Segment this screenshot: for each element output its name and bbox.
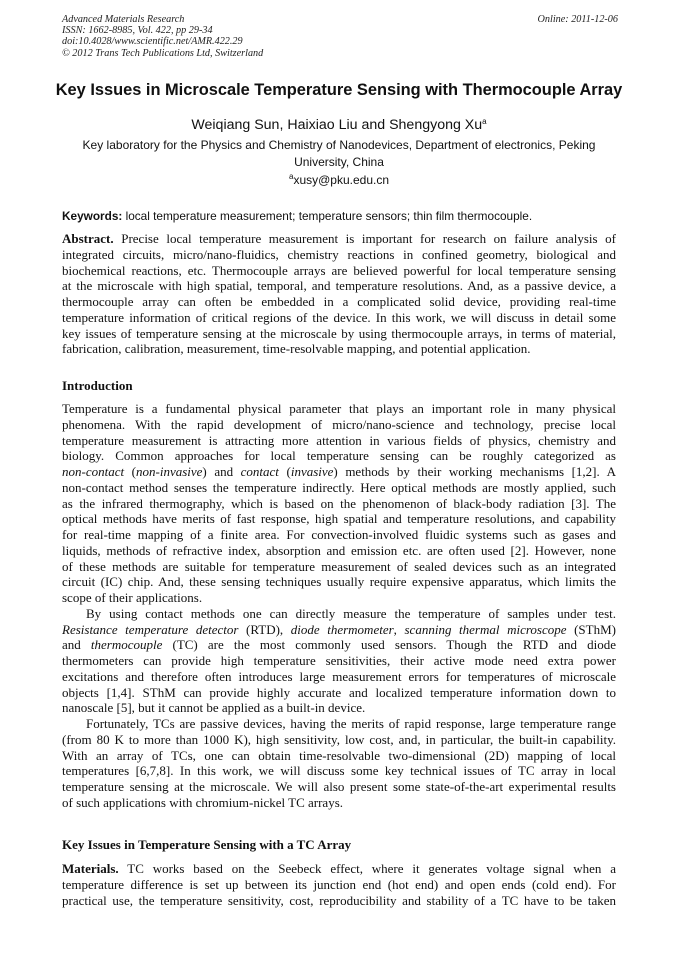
intro-text: ( xyxy=(124,464,136,479)
materials-paragraph xyxy=(62,861,616,908)
intro-text: (TC) are the most commonly used sensors. Though the RTD and diode xyxy=(162,637,616,653)
intro-italic-term: non-contact xyxy=(62,464,125,479)
intro-italic-term: scanning thermal microscope xyxy=(404,621,567,637)
intro-line: liquids, methods of refractive index, absorption and emission etc. are often used [2]. However, none xyxy=(62,542,616,558)
intro-italic-term: diode thermometer xyxy=(290,621,394,637)
materials-line: temperature difference is set up between its junction end (hot end) and open ends (cold end). For xyxy=(62,876,616,892)
intro-line: temperature sensing at the microscale. We will also present some state-of-the-art experimental results xyxy=(62,779,616,794)
intro-line: biology. Common approaches for local temperature sensing can be roughly categorized as xyxy=(62,448,616,464)
author-superscript: a xyxy=(482,117,487,126)
journal-header xyxy=(62,14,618,59)
keywords xyxy=(62,208,618,224)
intro-text: ( xyxy=(278,464,291,479)
materials-line xyxy=(62,861,616,877)
intro-line: scope of their applications. xyxy=(62,590,203,605)
author-list xyxy=(30,116,648,134)
journal-doi: doi:10.4028/www.scientific.net/AMR.422.29 xyxy=(62,36,243,48)
abstract xyxy=(62,231,616,357)
intro-line: phenomena. With the rapid development of micro/nano-science and technology, precise local xyxy=(62,416,616,432)
intro-line: thermometers can provide high temperature sensitivities, their active mode need extra power xyxy=(62,653,616,668)
section-heading: Key Issues in Temperature Sensing with a TC Array xyxy=(62,837,352,852)
intro-text: (SThM) xyxy=(566,621,616,637)
intro-line: nanoscale [5], but it cannot be applied as a built-in device. xyxy=(62,700,366,716)
abstract-line: temperature information of critical regions of the device. In this work, we will discuss in detail some xyxy=(62,309,616,325)
intro-text: (RTD), xyxy=(238,621,291,637)
intro-italic-term: invasive xyxy=(290,464,334,479)
intro-text: ) methods by their working mechanisms [1,2]. A xyxy=(333,464,616,479)
intro-italic-term: Resistance temperature detector xyxy=(62,621,239,637)
journal-name: Advanced Materials Research xyxy=(62,14,185,25)
intro-italic-term: thermocouple xyxy=(90,637,163,653)
intro-line: as the infrared thermography, which is based on the phenomenon of black-body radiation [3]. The xyxy=(62,495,616,511)
intro-line: By using contact methods one can directly measure the temperature of samples under test. xyxy=(86,605,616,621)
intro-line: temperatures [6,7,8]. In this work, we will discuss some key technical issues of TC array in local xyxy=(62,763,616,779)
intro-line: circuit (IC) chip. And, these sensing techniques usually require expensive apparatus, which limits the xyxy=(62,574,616,590)
keywords-text: local temperature measurement; temperature sensors; thin film thermocouple. xyxy=(125,209,533,223)
materials-label: Materials. xyxy=(62,861,119,876)
intro-line: excitations and therefore often introduces large measurement errors for temperatures of microscale xyxy=(62,668,616,684)
abstract-line: at the microscale with high spatial, temporal, and temperature resolutions. And, as a passive device, a xyxy=(62,278,616,294)
journal-copyright: © 2012 Trans Tech Publications Ltd, Switzerland xyxy=(62,47,264,59)
author-names: Weiqiang Sun, Haixiao Liu and Shengyong Xu xyxy=(191,117,483,133)
intro-line: for real-time mapping of a finite area. For convection-involved fluidic systems such as gases and xyxy=(62,527,616,542)
materials-line-text: TC works based on the Seebeck effect, where it generates voltage signal when a xyxy=(127,861,616,876)
intro-line: (from 80 K to more than 1000 K), high sensitivity, low cost, and, in particular, the built-in capability. xyxy=(62,731,616,747)
materials-line: practical use, the temperature sensitivity, cost, reproducibility and stability of a TC have to be taken xyxy=(62,892,616,908)
author-email xyxy=(30,172,648,188)
intro-text: ) and xyxy=(202,464,241,479)
intro-line xyxy=(62,622,616,638)
abstract-line: integrated circuits, micro/nano-fluidics, chemistry reactions in confined geometry, biological and xyxy=(62,246,616,262)
abstract-line: key issues of temperature sensing at the microscale by using thermocouple arrays, in terms of material, xyxy=(62,325,616,341)
affiliation: Key laboratory for the Physics and Chemistry of Nanodevices, Department of electronics, Peking University, China xyxy=(82,138,596,169)
introduction-body xyxy=(62,401,616,811)
intro-text: , xyxy=(393,621,405,637)
intro-line: Fortunately, TCs are passive devices, having the merits of rapid response, large temperature range xyxy=(86,716,616,731)
intro-line: non-contact method senses the temperature indirectly. Here optical methods are mostly applied, such xyxy=(62,479,616,495)
email-address: xusy@pku.edu.cn xyxy=(293,173,390,187)
keywords-label: Keywords: xyxy=(62,209,123,223)
online-date: Online: 2011-12-06 xyxy=(537,14,618,25)
abstract-line: fabrication, calibration, measurement, time-resolvable mapping, and potential application. xyxy=(62,341,531,357)
paper-title: Key Issues in Microscale Temperature Sensing with Thermocouple Array xyxy=(55,81,623,99)
intro-line: Temperature is a fundamental physical parameter that plays an important role in many physical xyxy=(62,401,616,416)
intro-line: temperature measurement is attracting more attention in various fields of physics, chemistry and xyxy=(62,432,616,448)
intro-line: of these methods are suitable for temperature measurement of sealed devices such as an integrated xyxy=(62,558,616,574)
abstract-line: biochemical reactions, etc. Thermocouple arrays are believed powerful for local temperature sensing xyxy=(62,262,616,278)
intro-line: objects [1,4]. SThM can provide highly accurate and localized temperature information down to xyxy=(62,684,616,700)
intro-line: With an array of TCs, one can obtain time-resolvable two-dimensional (2D) mapping of local xyxy=(62,747,616,763)
abstract-line xyxy=(62,231,616,247)
intro-italic-term: contact xyxy=(240,464,279,479)
abstract-line: thermocouple array can often be embedded in a complicated solid device, providing real-time xyxy=(62,294,616,309)
abstract-label: Abstract. xyxy=(62,231,114,246)
introduction-heading: Introduction xyxy=(62,378,133,393)
intro-line xyxy=(62,464,616,480)
abstract-line-text: Precise local temperature measurement is important for research on failure analysis of xyxy=(121,231,616,246)
intro-italic-term: non-invasive xyxy=(136,464,203,479)
intro-line xyxy=(62,637,616,653)
intro-line: optical methods have merits of fast response, high spatial and temperature resolutions, and capability xyxy=(62,511,616,527)
intro-text: and xyxy=(62,637,91,653)
email-superscript: a xyxy=(288,172,294,181)
intro-line: of such applications with chromium-nickel TC arrays. xyxy=(62,794,343,810)
journal-issn: ISSN: 1662-8985, Vol. 422, pp 29-34 xyxy=(62,25,213,37)
